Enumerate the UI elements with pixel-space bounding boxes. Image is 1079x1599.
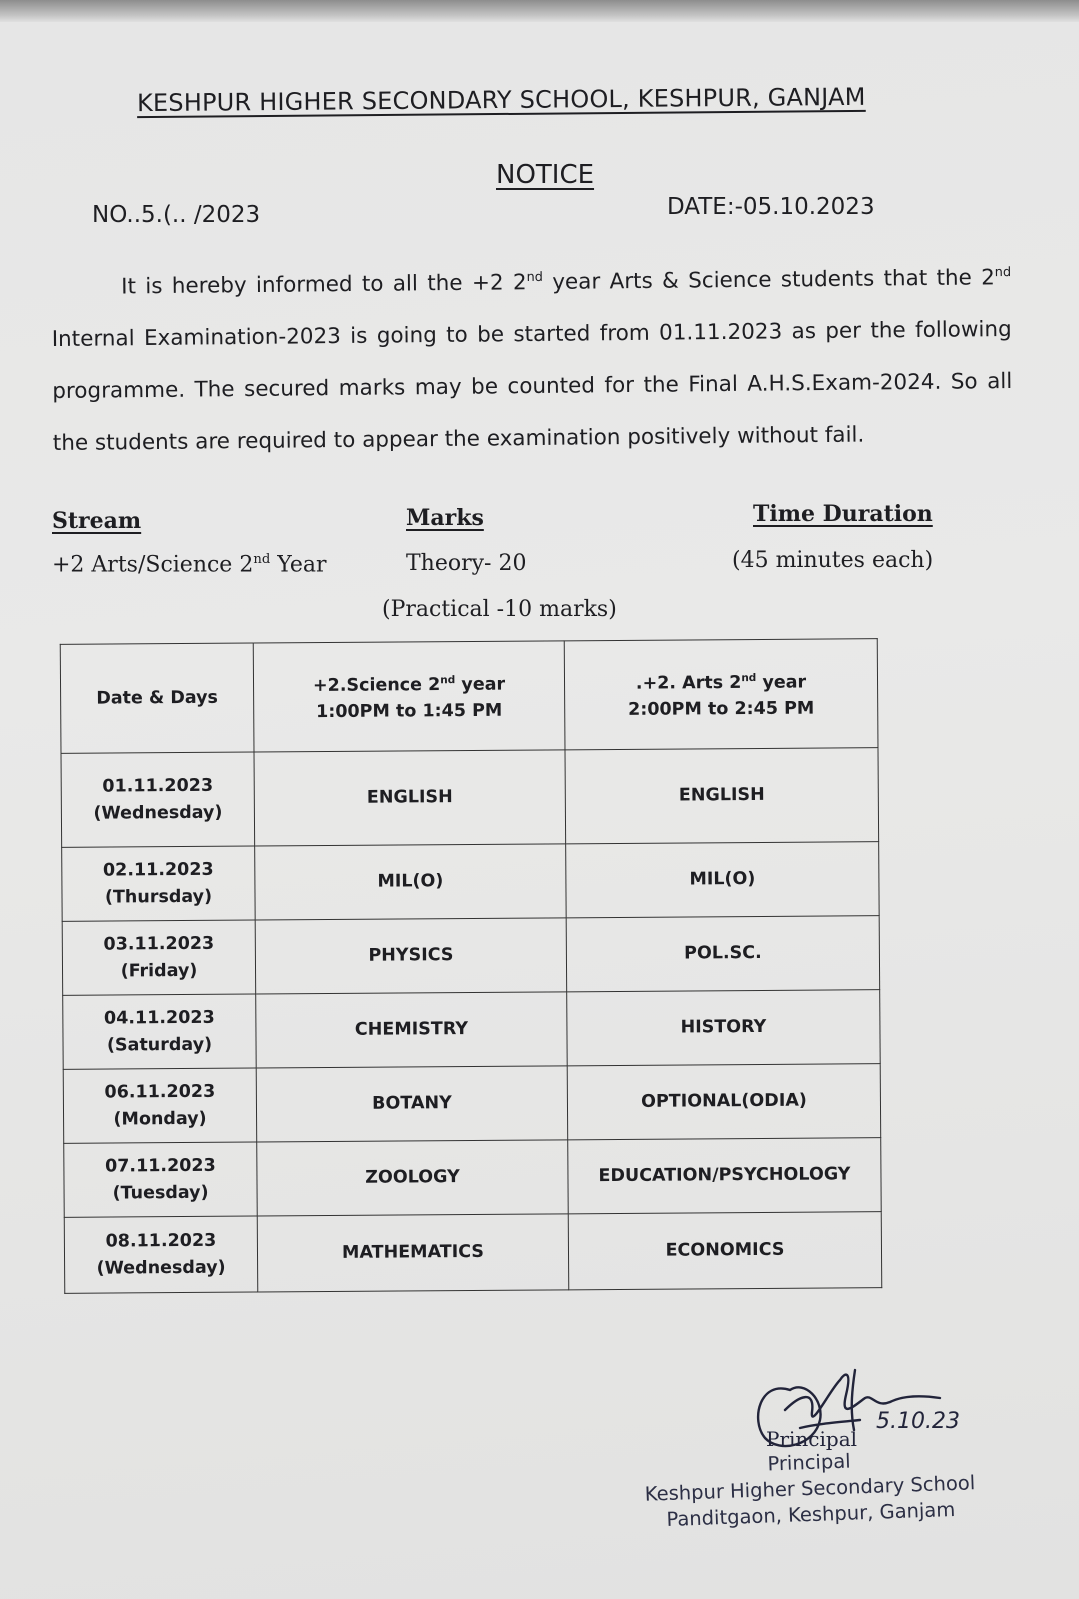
arts-subject: MIL(O) <box>566 842 880 918</box>
paragraph-text-1: It is hereby informed to all the +2 2 <box>121 270 527 300</box>
science-subject: ENGLISH <box>254 750 566 846</box>
science-header <box>253 641 565 752</box>
marks-value: Theory- 20 <box>406 551 527 576</box>
date-cell <box>63 994 257 1069</box>
exam-day: (Monday) <box>113 1108 207 1129</box>
exam-date: 02.11.2023 <box>102 859 214 881</box>
table-row <box>61 748 879 848</box>
principal-stamp <box>639 1444 982 1534</box>
notice-body <box>51 247 1013 470</box>
table-row <box>64 1138 881 1218</box>
ordinal-suffix: nd <box>526 269 543 286</box>
arts-time: 2:00PM to 2:45 PM <box>628 699 815 721</box>
notice-date: DATE:-05.10.2023 <box>667 194 875 220</box>
ordinal-suffix: nd <box>253 552 271 567</box>
arts-subject: OPTIONAL(ODIA) <box>567 1064 881 1140</box>
exam-day: (Saturday) <box>106 1034 213 1056</box>
ordinal-suffix: nd <box>994 264 1012 281</box>
stream-text-year: Year <box>270 552 327 578</box>
stamp-principal-word: Principal <box>766 1427 858 1451</box>
date-cell <box>64 1216 258 1293</box>
exam-day: (Wednesday) <box>93 802 223 824</box>
science-time: 1:00PM to 1:45 PM <box>316 701 503 723</box>
marks-heading: Marks <box>406 505 484 531</box>
exam-schedule-table <box>60 638 883 1294</box>
practical-note: (Practical -10 marks) <box>382 597 617 622</box>
arts-subject: ENGLISH <box>565 748 879 844</box>
table-row <box>63 990 880 1070</box>
ordinal-suffix: nd <box>440 673 456 686</box>
stream-value <box>52 552 327 577</box>
exam-day: (Friday) <box>120 960 198 981</box>
paper-top-shadow <box>0 0 1079 22</box>
arts-header-text: .+2. Arts 2 <box>635 672 742 694</box>
science-subject: BOTANY <box>256 1066 568 1142</box>
notice-number: NO..5.(.. /2023 <box>92 202 261 228</box>
ordinal-suffix: nd <box>741 671 757 684</box>
stamp-address: Panditgaon, Keshpur, Ganjam <box>666 1497 956 1532</box>
date-cell <box>61 752 255 847</box>
exam-day: (Thursday) <box>104 886 213 908</box>
exam-date: 06.11.2023 <box>104 1081 216 1103</box>
arts-subject: EDUCATION/PSYCHOLOGY <box>568 1138 882 1214</box>
arts-header <box>564 639 878 750</box>
date-cell <box>64 1142 258 1217</box>
science-subject: ZOOLOGY <box>257 1140 569 1216</box>
stream-heading: Stream <box>52 508 142 534</box>
science-subject: PHYSICS <box>255 918 567 994</box>
table-row <box>64 1212 882 1294</box>
duration-value: (45 minutes each) <box>732 548 934 573</box>
school-name: KESHPUR HIGHER SECONDARY SCHOOL, KESHPUR, GANJAM <box>136 82 866 118</box>
paragraph-text-3: Internal Examination-2023 is going to be started from 01.11.2023 as per the following programme. The secured marks may be counted for the Final A.H.S.Exam-2024. So all the students are required to appear the examination positively without fail. <box>51 317 1013 457</box>
arts-subject: ECONOMICS <box>568 1212 882 1290</box>
notice-title: NOTICE <box>496 160 595 190</box>
notice-paragraph <box>51 247 1013 470</box>
date-days-header: Date & Days <box>60 643 254 753</box>
duration-heading: Time Duration <box>753 501 933 527</box>
date-cell <box>62 920 256 995</box>
arts-subject: POL.SC. <box>566 916 880 992</box>
arts-subject: HISTORY <box>567 990 881 1066</box>
arts-header-year: year <box>756 672 807 693</box>
exam-day: (Wednesday) <box>96 1257 226 1279</box>
exam-date: 07.11.2023 <box>104 1155 216 1177</box>
table-row <box>62 916 879 996</box>
table-header-row <box>60 639 878 754</box>
handwritten-date: 5.10.23 <box>876 1409 960 1434</box>
date-cell <box>63 1068 257 1143</box>
exam-date: 04.11.2023 <box>103 1007 215 1029</box>
exam-date: 01.11.2023 <box>102 775 214 797</box>
science-header-text: +2.Science 2 <box>312 674 441 696</box>
date-cell <box>62 846 256 921</box>
table-row <box>63 1064 880 1144</box>
science-subject: CHEMISTRY <box>256 992 568 1068</box>
stamp-title: Principal <box>767 1449 851 1476</box>
science-subject: MATHEMATICS <box>257 1214 569 1292</box>
exam-date: 03.11.2023 <box>103 933 215 955</box>
science-subject: MIL(O) <box>255 844 567 920</box>
paragraph-text-2: year Arts & Science students that the 2 <box>542 265 995 296</box>
science-header-year: year <box>455 674 506 695</box>
stream-text: +2 Arts/Science 2 <box>52 552 254 578</box>
table-row <box>62 842 879 922</box>
exam-day: (Tuesday) <box>112 1182 209 1204</box>
exam-date: 08.11.2023 <box>105 1230 217 1252</box>
stamp-school: Keshpur Higher Secondary School <box>644 1471 976 1506</box>
